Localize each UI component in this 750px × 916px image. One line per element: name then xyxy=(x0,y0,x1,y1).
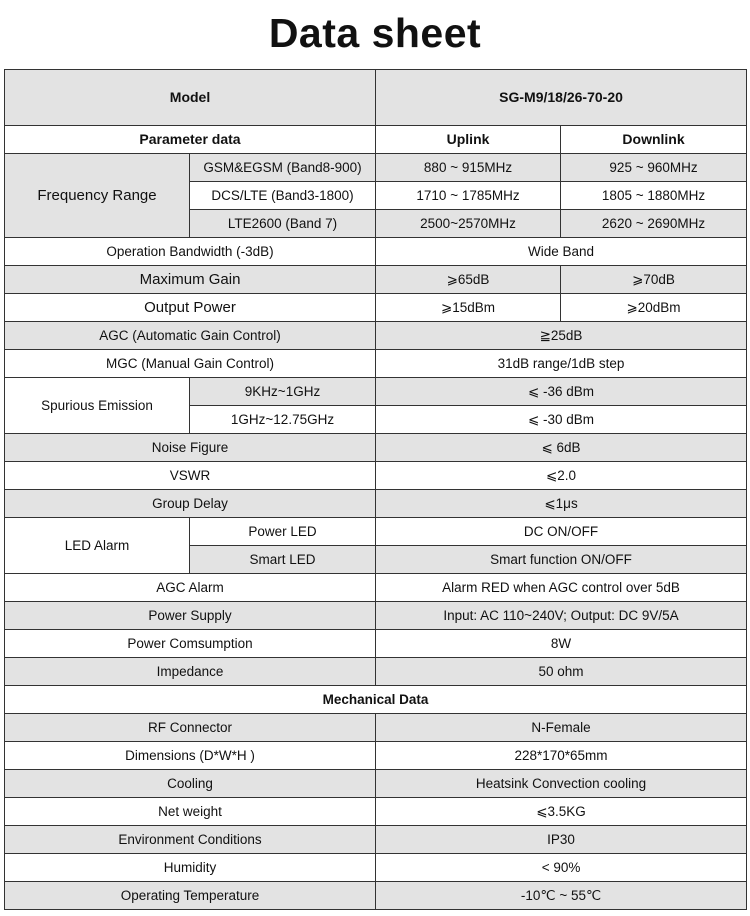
mechanical-row xyxy=(5,742,747,770)
power-supply-value: Input: AC 110~240V; Output: DC 9V/5A xyxy=(376,602,747,630)
noise-figure-label: Noise Figure xyxy=(5,434,376,462)
agc-value: ≧25dB xyxy=(376,322,747,350)
spurious-range: 1GHz~12.75GHz xyxy=(190,406,376,434)
max-gain-label: Maximum Gain xyxy=(5,266,376,294)
mechanical-row xyxy=(5,826,747,854)
model-label: Model xyxy=(5,70,376,126)
output-power-uplink: ⩾15dBm xyxy=(376,294,561,322)
agc-label: AGC (Automatic Gain Control) xyxy=(5,322,376,350)
downlink-value: 1805 ~ 1880MHz xyxy=(561,182,747,210)
op-bandwidth-row xyxy=(5,238,747,266)
agc-row xyxy=(5,322,747,350)
spurious-value: ⩽ -36 dBm xyxy=(376,378,747,406)
uplink-value: 1710 ~ 1785MHz xyxy=(376,182,561,210)
downlink-value: 2620 ~ 2690MHz xyxy=(561,210,747,238)
max-gain-uplink: ⩾65dB xyxy=(376,266,561,294)
mechanical-label: Operating Temperature xyxy=(5,882,376,910)
band-label: GSM&EGSM (Band8-900) xyxy=(190,154,376,182)
max-gain-downlink: ⩾70dB xyxy=(561,266,747,294)
mechanical-value: Heatsink Convection cooling xyxy=(376,770,747,798)
band-label: DCS/LTE (Band3-1800) xyxy=(190,182,376,210)
mechanical-row xyxy=(5,798,747,826)
power-supply-label: Power Supply xyxy=(5,602,376,630)
mechanical-row xyxy=(5,770,747,798)
output-power-downlink: ⩾20dBm xyxy=(561,294,747,322)
uplink-value: 2500~2570MHz xyxy=(376,210,561,238)
mechanical-value: IP30 xyxy=(376,826,747,854)
output-power-label: Output Power xyxy=(5,294,376,322)
mechanical-value: N-Female xyxy=(376,714,747,742)
mechanical-data-heading: Mechanical Data xyxy=(5,686,747,714)
op-bandwidth-label: Operation Bandwidth (-3dB) xyxy=(5,238,376,266)
mechanical-value: 228*170*65mm xyxy=(376,742,747,770)
noise-figure-row xyxy=(5,434,747,462)
max-gain-row xyxy=(5,266,747,294)
op-bandwidth-value: Wide Band xyxy=(376,238,747,266)
parameter-header-row xyxy=(5,126,747,154)
noise-figure-value: ⩽ 6dB xyxy=(376,434,747,462)
led-value: Smart function ON/OFF xyxy=(376,546,747,574)
mechanical-header-row xyxy=(5,686,747,714)
mechanical-label: Net weight xyxy=(5,798,376,826)
group-delay-row xyxy=(5,490,747,518)
mechanical-row xyxy=(5,714,747,742)
frequency-range-label: Frequency Range xyxy=(5,154,190,238)
agc-alarm-row xyxy=(5,574,747,602)
group-delay-label: Group Delay xyxy=(5,490,376,518)
model-row xyxy=(5,70,747,126)
mechanical-value: ⩽3.5KG xyxy=(376,798,747,826)
frequency-row xyxy=(5,154,747,182)
parameter-data-label: Parameter data xyxy=(5,126,376,154)
led-name: Power LED xyxy=(190,518,376,546)
impedance-label: Impedance xyxy=(5,658,376,686)
output-power-row xyxy=(5,294,747,322)
vswr-label: VSWR xyxy=(5,462,376,490)
uplink-value: 880 ~ 915MHz xyxy=(376,154,561,182)
mgc-label: MGC (Manual Gain Control) xyxy=(5,350,376,378)
model-value: SG-M9/18/26-70-20 xyxy=(376,70,747,126)
uplink-header: Uplink xyxy=(376,126,561,154)
impedance-row xyxy=(5,658,747,686)
vswr-row xyxy=(5,462,747,490)
mechanical-label: RF Connector xyxy=(5,714,376,742)
led-alarm-label: LED Alarm xyxy=(5,518,190,574)
spurious-emission-label: Spurious Emission xyxy=(5,378,190,434)
power-consumption-label: Power Comsumption xyxy=(5,630,376,658)
mechanical-label: Cooling xyxy=(5,770,376,798)
power-consumption-value: 8W xyxy=(376,630,747,658)
page-title: Data sheet xyxy=(268,10,482,56)
mechanical-row xyxy=(5,854,747,882)
mgc-row xyxy=(5,350,747,378)
led-alarm-row xyxy=(5,518,747,546)
mgc-value: 31dB range/1dB step xyxy=(376,350,747,378)
band-label: LTE2600 (Band 7) xyxy=(190,210,376,238)
mechanical-value: -10℃ ~ 55℃ xyxy=(376,882,747,910)
mechanical-value: < 90% xyxy=(376,854,747,882)
spurious-range: 9KHz~1GHz xyxy=(190,378,376,406)
mechanical-label: Dimensions (D*W*H ) xyxy=(5,742,376,770)
power-consumption-row xyxy=(5,630,747,658)
impedance-value: 50 ohm xyxy=(376,658,747,686)
spec-table xyxy=(4,69,747,910)
mechanical-row xyxy=(5,882,747,910)
agc-alarm-label: AGC Alarm xyxy=(5,574,376,602)
vswr-value: ⩽2.0 xyxy=(376,462,747,490)
downlink-value: 925 ~ 960MHz xyxy=(561,154,747,182)
downlink-header: Downlink xyxy=(561,126,747,154)
spurious-value: ⩽ -30 dBm xyxy=(376,406,747,434)
mechanical-label: Environment Conditions xyxy=(5,826,376,854)
agc-alarm-value: Alarm RED when AGC control over 5dB xyxy=(376,574,747,602)
spurious-row xyxy=(5,378,747,406)
mechanical-label: Humidity xyxy=(5,854,376,882)
power-supply-row xyxy=(5,602,747,630)
group-delay-value: ⩽1μs xyxy=(376,490,747,518)
led-name: Smart LED xyxy=(190,546,376,574)
led-value: DC ON/OFF xyxy=(376,518,747,546)
